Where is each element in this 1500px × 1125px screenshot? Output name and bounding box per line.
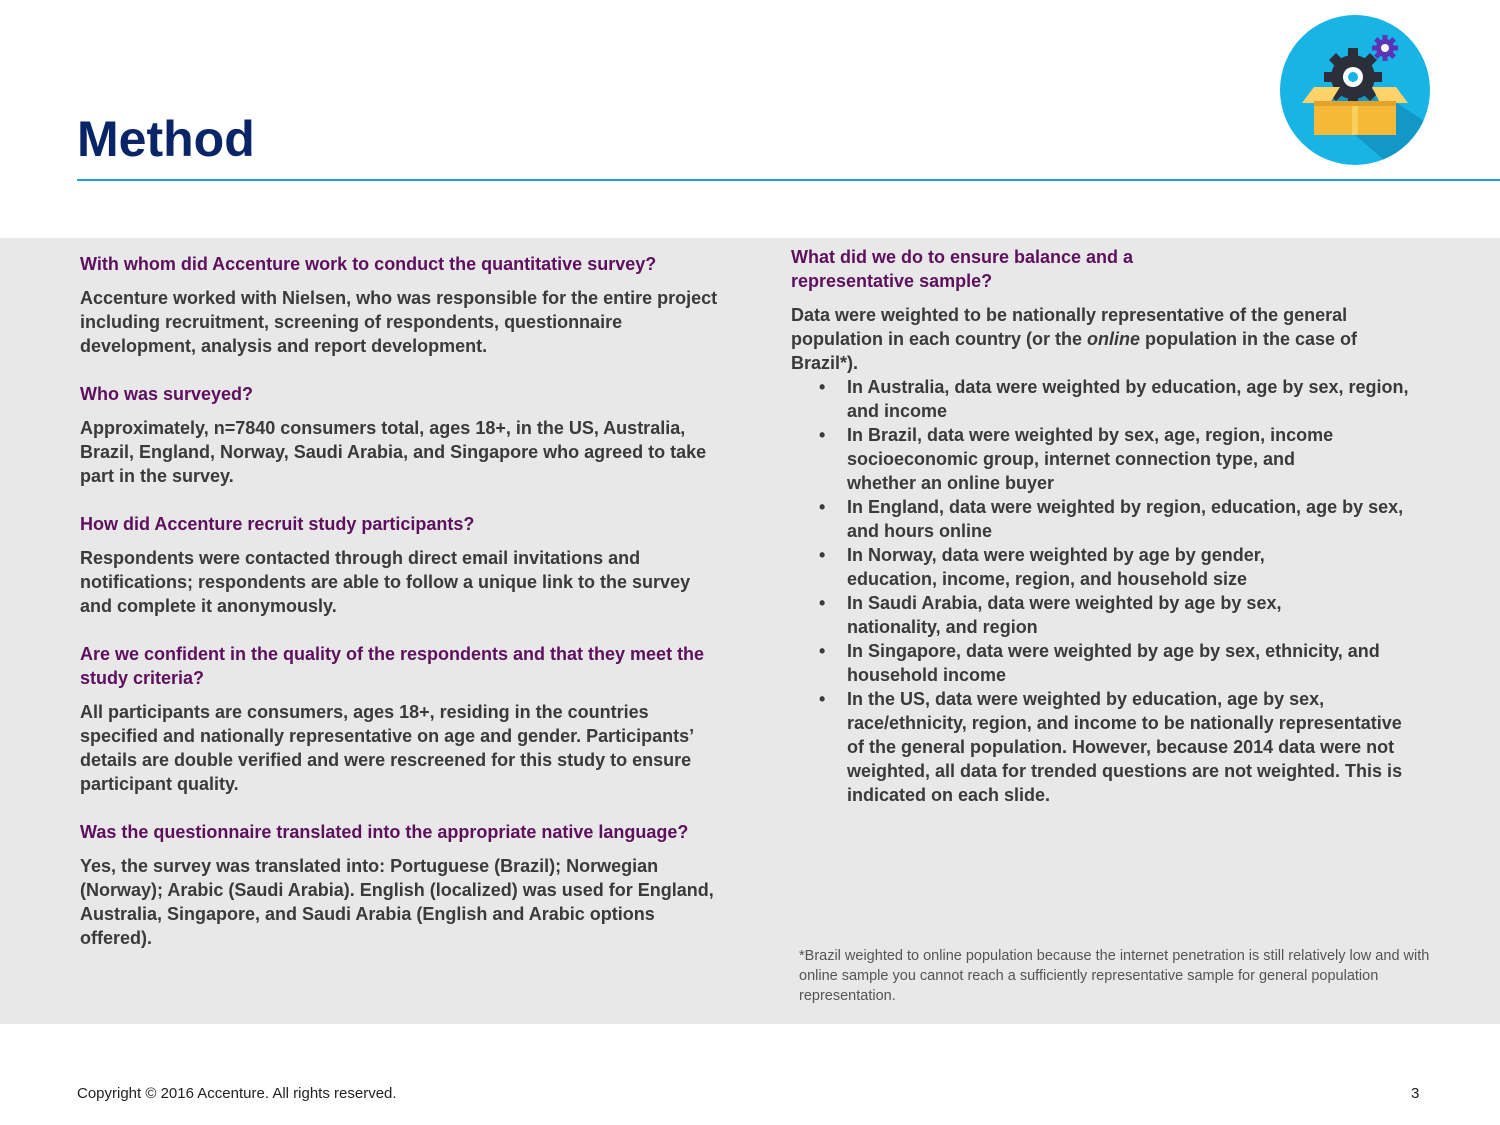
faq-question-partner: With whom did Accenture work to conduct the quantitative survey? [80,254,657,274]
weighting-intro-after: population in the case of Brazil*). [791,329,1358,373]
list-item: • In the US, data were weighted by education, age by sex, race/ethnicity, region, and income to be nationally representative of the general population. However, because 2014 data were not weighted, all data for trended questions are not weighted. This is indicated on each slide. [791,687,1411,807]
faq-question-surveyed: Who was surveyed? [80,384,254,404]
list-item: • In Brazil, data were weighted by sex, age, region, income socioeconomic group, internet connection type, and whether an online buyer [791,423,1411,495]
list-item: • In Norway, data were weighted by age by gender, education, income, region, and household size [791,543,1411,591]
list-item: • In Australia, data were weighted by education, age by sex, region, and income [791,375,1411,423]
faq-answer-translation: Yes, the survey was translated into: Portuguese (Brazil); Norwegian (Norway); Arabic (Saudi Arabia). English (localized) was used for England, Australia, Singapore, and Saudi Arabia (English and Arabic options offered). [80,856,714,948]
faq-answer-quality: All participants are consumers, ages 18+, residing in the countries specified and nationally representative on age and gender. Participants’ details are double verified and were rescreened for this study to ensure participant quality. [80,702,694,794]
footnote: *Brazil weighted to online population because the internet penetration is still relatively low and with online sample you cannot reach a sufficiently representative sample for general population representation. [799,948,1430,1004]
faq-answer-partner: Accenture worked with Nielsen, who was responsible for the entire project including recruitment, screening of respondents, questionnaire development, analysis and report development. [80,288,718,356]
gear-box-icon [1280,15,1430,165]
weighting-intro-before: Data were weighted to be nationally representative of the general population in each country (or the [791,305,1348,349]
faq-answer-surveyed: Approximately, n=7840 consumers total, ages 18+, in the US, Australia, Brazil, England, Norway, Saudi Arabia, and Singapore who agreed to take part in the survey. [80,418,707,486]
faq-question-translation: Was the questionnaire translated into the appropriate native language? [80,822,689,842]
page-number: 3 [1411,1085,1420,1102]
list-item: • In England, data were weighted by region, education, age by sex, and hours online [791,495,1411,543]
weighting-list [791,375,1411,807]
list-item: • In Saudi Arabia, data were weighted by age by sex, nationality, and region [791,591,1411,639]
faq-question-quality: Are we confident in the quality of the respondents and that they meet the study criteria? [80,644,705,688]
weighting-intro-emphasis: online [1087,329,1141,349]
faq-question-balance: What did we do to ensure balance and a representative sample? [791,247,1134,291]
faq-right-column [791,245,1431,807]
faq-left-column [80,252,720,974]
list-item: • In Singapore, data were weighted by age by sex, ethnicity, and household income [791,639,1411,687]
page-title: Method [77,111,255,167]
weighting-intro [791,303,1411,375]
title-divider [77,179,1500,181]
copyright-text: Copyright © 2016 Accenture. All rights reserved. [77,1085,397,1102]
faq-answer-recruit: Respondents were contacted through direct email invitations and notifications; respondents are able to follow a unique link to the survey and complete it anonymously. [80,548,691,616]
faq-question-recruit: How did Accenture recruit study participants? [80,514,475,534]
